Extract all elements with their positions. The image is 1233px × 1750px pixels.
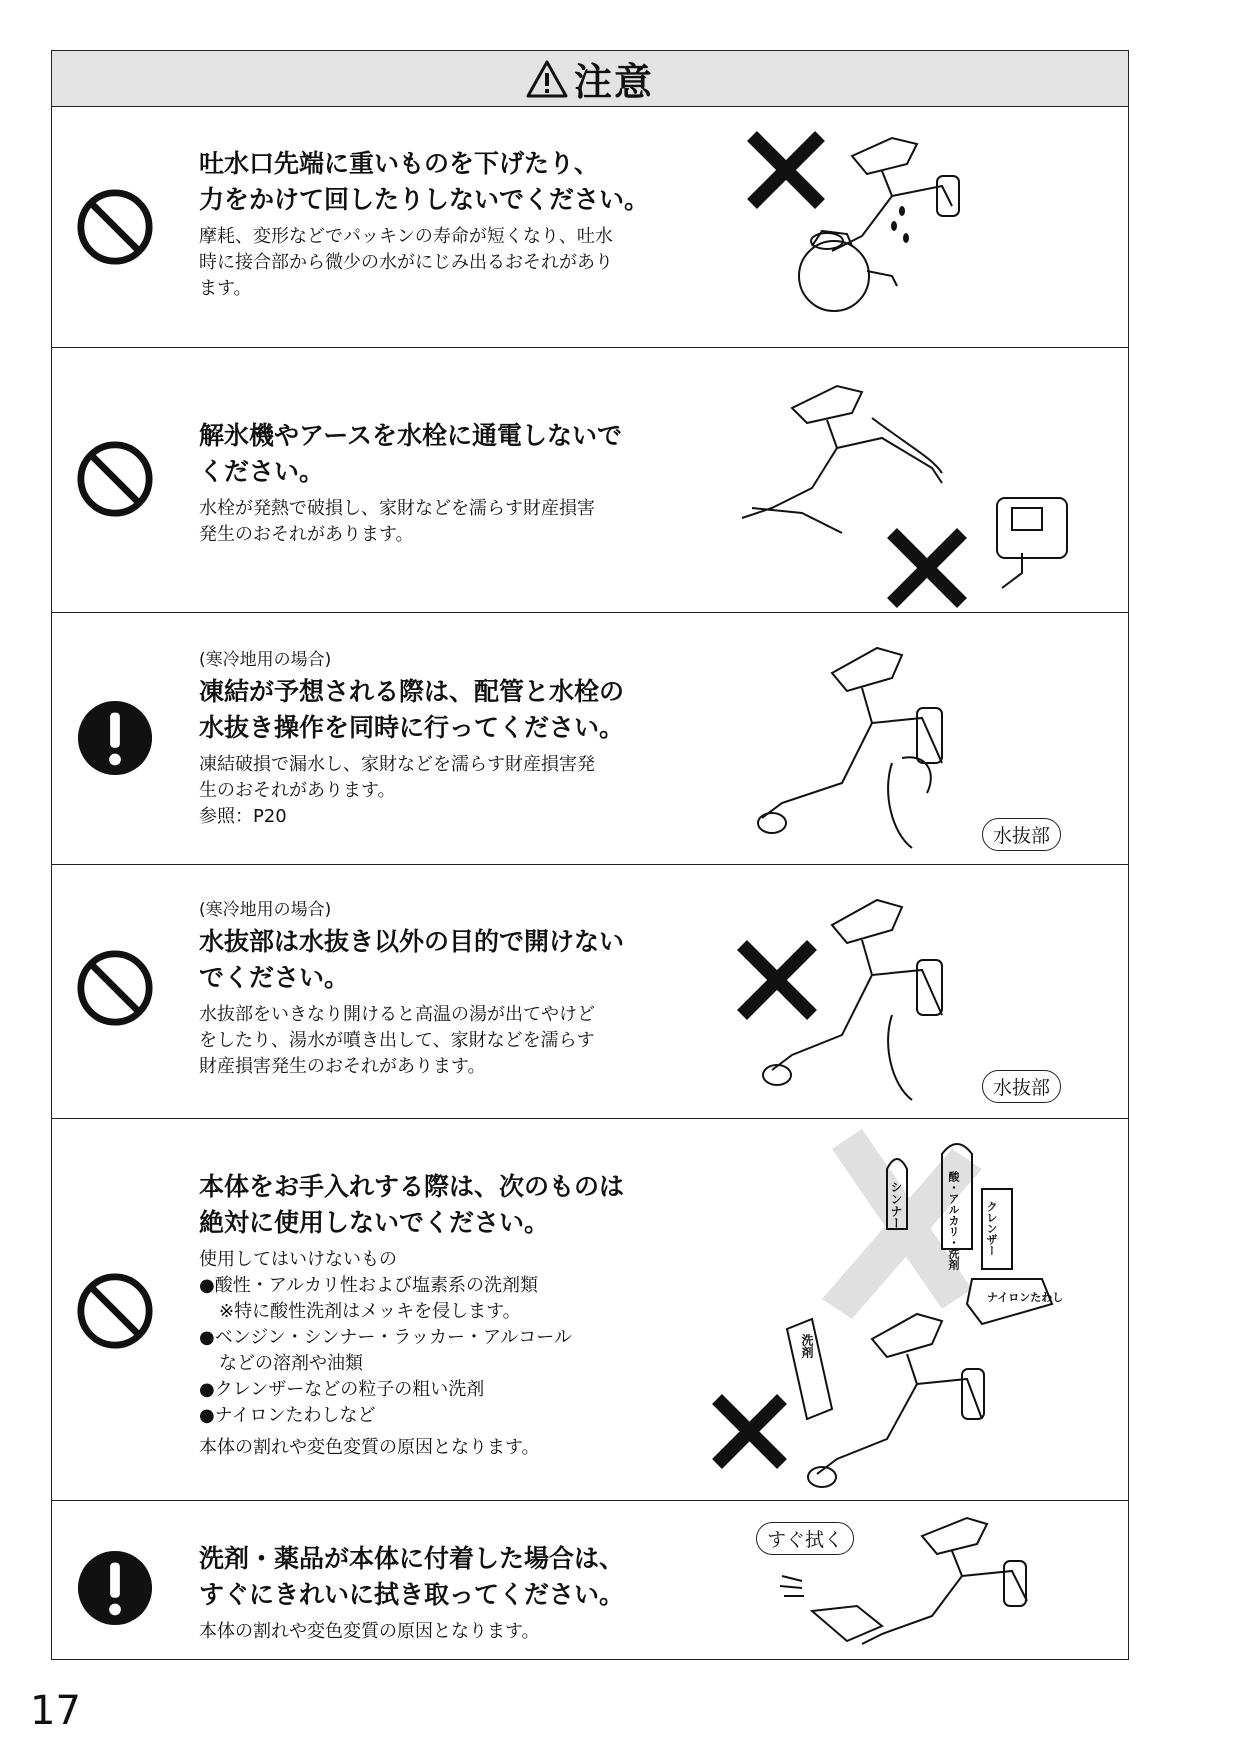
warning-triangle-icon — [526, 60, 568, 98]
list-item: ●酸性・アルカリ性および塩素系の洗剤類 — [199, 1275, 538, 1296]
caution-row-1 — [52, 106, 1128, 348]
prohibited-items-list — [199, 1273, 719, 1429]
wipe-immediately-label: すぐ拭く — [756, 1522, 854, 1555]
prohibition-icon — [76, 440, 154, 518]
caution-header — [52, 51, 1128, 107]
row-1-text — [199, 146, 719, 302]
row-4-heading: 水抜部は水抜き以外の目的で開けない でください。 — [199, 927, 625, 992]
caution-title: 注意 — [573, 60, 654, 104]
caution-row-3 — [52, 613, 1128, 865]
row-6-body: 本体の割れや変色変質の原因となります。 — [199, 1621, 540, 1642]
row-3-heading: 凍結が予想される際は、配管と水栓の 水抜き操作を同時に行ってください。 — [199, 677, 625, 742]
caution-frame — [51, 50, 1129, 1660]
row-6-heading: 洗剤・薬品が本体に付着した場合は、 すぐにきれいに拭き取ってください。 — [199, 1544, 625, 1609]
row-4-body: 水抜部をいきなり開けると高温の湯が出てやけど をしたり、湯水が噴き出して、家財などを濡らす 財産損害発生のおそれがあります。 — [199, 1004, 595, 1077]
row-3-note: (寒冷地用の場合) — [199, 650, 332, 670]
prohibition-icon — [76, 188, 154, 266]
row-4-text — [199, 895, 719, 1080]
row-1-heading: 吐水口先端に重いものを下げたり、 力をかけて回したりしないでください。 — [199, 149, 650, 214]
x-mark-icon — [742, 945, 812, 1015]
list-item: ●クレンザーなどの粒子の粗い洗剤 — [199, 1379, 485, 1400]
faucet-defroster-illustration — [732, 358, 1072, 608]
cleanser-label: クレンザー — [985, 1201, 998, 1256]
caution-row-6 — [52, 1501, 1128, 1661]
prohibition-icon — [76, 949, 154, 1027]
row-2-body: 水栓が発熱で破損し、家財などを濡らす財産損害 発生のおそれがあります。 — [199, 498, 595, 545]
drain-part-label: 水抜部 — [982, 818, 1061, 851]
row-4-note: (寒冷地用の場合) — [199, 900, 332, 920]
list-item: ●ベンジン・シンナー・ラッカー・アルコール — [199, 1327, 572, 1348]
row-2-heading: 解氷機やアースを水栓に通電しないで ください。 — [199, 421, 623, 486]
row-5-footer: 本体の割れや変色変質の原因となります。 — [199, 1437, 540, 1458]
thinner-label: シンナー — [889, 1181, 903, 1229]
acid-alkali-label: 酸・アルカリ・洗剤 — [947, 1171, 960, 1270]
faucet-drain-x-illustration — [732, 885, 1012, 1105]
page-number: 17 — [30, 1688, 81, 1734]
mandatory-action-icon — [76, 699, 154, 777]
row-1-body: 摩耗、変形などでパッキンの寿命が短くなり、吐水 時に接合部から微少の水がにじみ出るおそれがあり ます。 — [199, 226, 613, 299]
caution-row-5 — [52, 1119, 1128, 1501]
faucet-kettle-illustration — [742, 126, 1082, 336]
drain-part-label: 水抜部 — [982, 1070, 1061, 1103]
row-5-text — [199, 1169, 719, 1461]
nylon-scrubber-label: ナイロンたわし — [987, 1291, 1064, 1304]
x-mark-icon — [717, 1399, 782, 1464]
list-item: などの溶剤や油類 — [219, 1353, 363, 1374]
mandatory-action-icon — [76, 1549, 154, 1627]
x-mark-icon — [892, 533, 962, 603]
detergent-label: 洗剤 — [800, 1334, 814, 1358]
prohibition-icon — [76, 1272, 154, 1350]
row-2-text — [199, 418, 719, 548]
row-5-list-title: 使用してはいけないもの — [199, 1249, 397, 1270]
list-item: ●ナイロンたわしなど — [199, 1405, 376, 1426]
row-3-body: 凍結破損で漏水し、家財などを濡らす財産損害発 生のおそれがあります。 参照：P20 — [199, 754, 595, 827]
row-6-text — [199, 1541, 719, 1645]
caution-row-2 — [52, 348, 1128, 613]
list-item: ※特に酸性洗剤はメッキを侵します。 — [219, 1301, 521, 1322]
row-5-heading: 本体をお手入れする際は、次のものは 絶対に使用しないでください。 — [199, 1172, 625, 1237]
faucet-drain-illustration — [752, 633, 1012, 853]
x-mark-icon — [752, 136, 820, 204]
row-3-text — [199, 645, 719, 830]
caution-row-4 — [52, 865, 1128, 1119]
